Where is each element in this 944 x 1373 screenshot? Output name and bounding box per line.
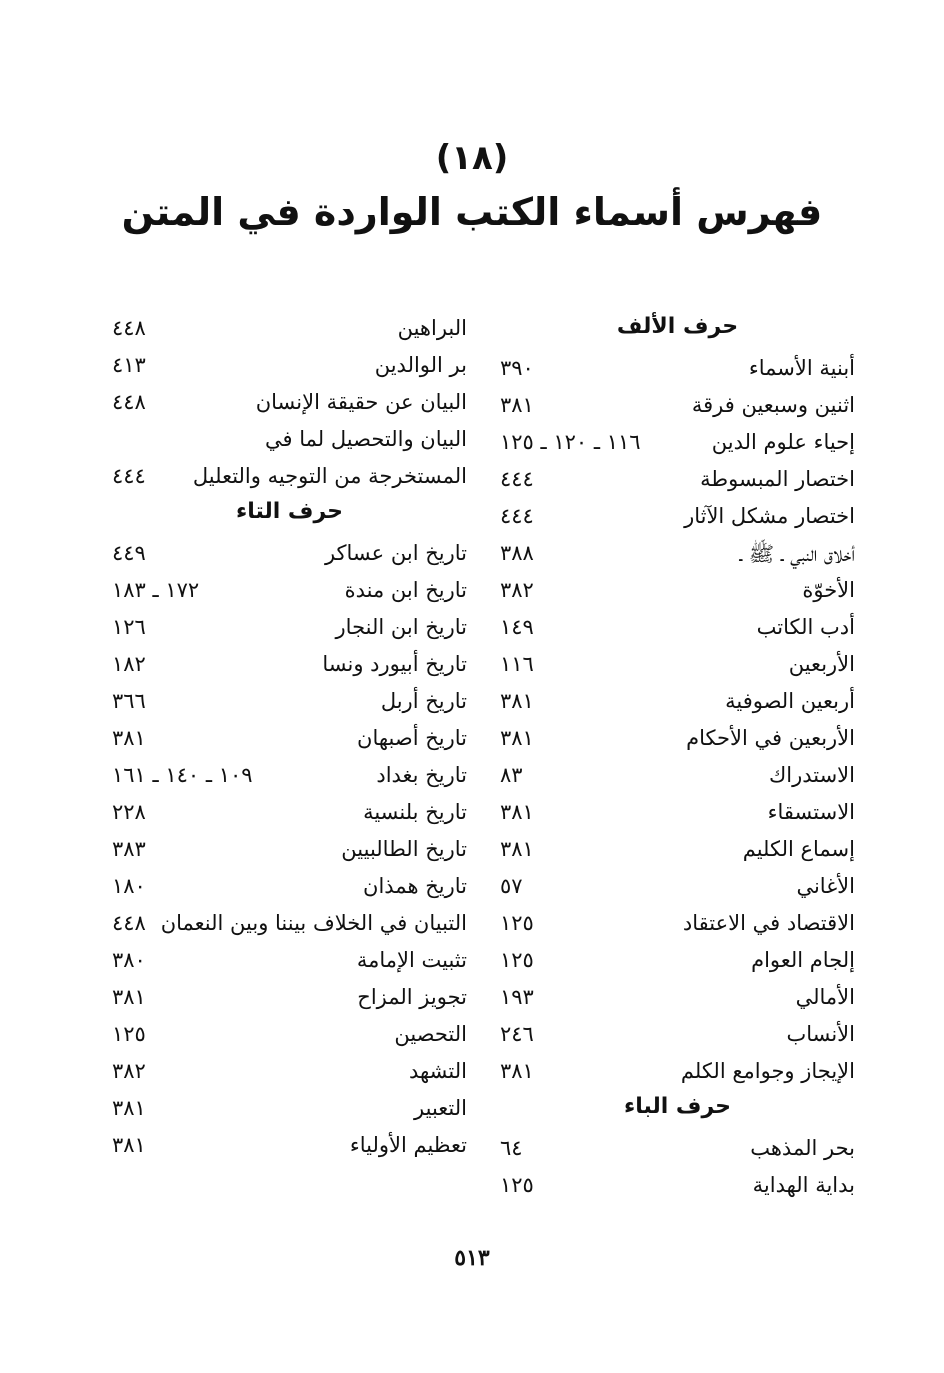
index-entry bbox=[500, 648, 855, 685]
right-column bbox=[500, 312, 855, 1206]
index-entry bbox=[112, 1055, 467, 1092]
book-title: تثبيت الإمامة bbox=[356, 948, 467, 972]
page-references: ٨٣ bbox=[500, 763, 523, 787]
book-title: بحر المذهب bbox=[750, 1136, 855, 1160]
letter-heading: حرف التاء bbox=[235, 499, 344, 524]
page-references: ١٩٣ bbox=[500, 985, 534, 1009]
index-entry bbox=[500, 1132, 855, 1169]
page-references: ٣٨٢ bbox=[112, 1059, 146, 1083]
book-title: تاريخ ابن عساكر bbox=[324, 541, 467, 565]
book-title: تاريخ ابن مندة bbox=[344, 578, 467, 602]
page-references: ٣٨٢ bbox=[500, 578, 534, 602]
book-title: إحياء علوم الدين bbox=[711, 430, 855, 454]
page-references: ٣٨١ bbox=[500, 393, 534, 417]
page-references: ٢٤٦ bbox=[500, 1022, 534, 1046]
page-references: ٣٨١ bbox=[500, 800, 534, 824]
index-entry bbox=[500, 537, 855, 574]
book-title: الأغاني bbox=[796, 874, 855, 898]
index-entry bbox=[112, 796, 467, 833]
index-entry bbox=[112, 1129, 467, 1166]
index-entry bbox=[500, 833, 855, 870]
page-references: ١٢٥ bbox=[112, 1022, 146, 1046]
page-references: ٣٨١ bbox=[500, 1059, 534, 1083]
page-references: ٣٨٨ bbox=[500, 541, 534, 565]
index-entry bbox=[112, 907, 467, 944]
page-references: ٤٤٤ bbox=[500, 467, 534, 491]
index-entry bbox=[112, 833, 467, 870]
page-references: ٤٤٤ bbox=[500, 504, 534, 528]
book-title: الأربعين bbox=[788, 652, 855, 676]
book-title: بداية الهداية bbox=[752, 1173, 855, 1197]
index-entry bbox=[112, 312, 467, 349]
book-title: أربعين الصوفية bbox=[725, 689, 855, 713]
page-references: ١٨٠ bbox=[112, 874, 146, 898]
page-references: ١٨٢ bbox=[112, 652, 146, 676]
page-references: ١٤٩ bbox=[500, 615, 534, 639]
page-references: ٣٦٦ bbox=[112, 689, 146, 713]
book-title: تاريخ همذان bbox=[363, 874, 467, 898]
page-references: ١٠٩ ـ ١٤٠ ـ ١٦١ bbox=[112, 763, 253, 787]
book-title: تجويز المزاح bbox=[357, 985, 467, 1009]
book-title: البراهين bbox=[397, 316, 467, 340]
book-title: أدب الكاتب bbox=[756, 615, 855, 639]
book-title: بر الوالدين bbox=[374, 353, 467, 377]
book-title: الأمالي bbox=[795, 985, 855, 1009]
book-title: اختصار مشكل الآثار bbox=[684, 504, 855, 528]
page-references: ١٢٥ bbox=[500, 1173, 534, 1197]
page-references: ٣٨١ bbox=[112, 726, 146, 750]
page-references: ٤٤٨ bbox=[112, 911, 146, 935]
index-entry bbox=[500, 870, 855, 907]
page-references: ٦٤ bbox=[500, 1136, 523, 1160]
index-entry bbox=[500, 759, 855, 796]
page-references: ٣٨١ bbox=[500, 837, 534, 861]
index-entry bbox=[500, 574, 855, 611]
index-entry bbox=[500, 500, 855, 537]
index-entry bbox=[500, 352, 855, 389]
book-title: التعبير bbox=[414, 1096, 467, 1120]
book-title: اختصار المبسوطة bbox=[700, 467, 855, 491]
index-entry bbox=[112, 1018, 467, 1055]
book-title: أخلاق النبي ـ ﷺ ـ bbox=[739, 542, 855, 566]
book-title: تاريخ أربل bbox=[380, 689, 467, 713]
page-references: ٣٨٠ bbox=[112, 948, 146, 972]
book-title: الأنساب bbox=[786, 1022, 855, 1046]
page-references: ٣٨١ bbox=[500, 689, 534, 713]
book-title: المستخرجة من التوجيه والتعليل bbox=[192, 464, 467, 488]
index-entry bbox=[112, 386, 467, 423]
page-references: ١٢٥ bbox=[500, 911, 534, 935]
index-entry bbox=[500, 1018, 855, 1055]
page-references: ٣٨١ bbox=[112, 985, 146, 1009]
index-entry bbox=[112, 611, 467, 648]
page-references: ٣٨١ bbox=[112, 1133, 146, 1157]
index-entry bbox=[500, 907, 855, 944]
index-entry bbox=[112, 537, 467, 574]
page-number: ٥١٣ bbox=[454, 1245, 490, 1271]
book-title: تاريخ أصبهان bbox=[357, 726, 467, 750]
page-references: ١١٦ ـ ١٢٠ ـ ١٢٥ bbox=[500, 430, 641, 454]
page-references: ٤٤٨ bbox=[112, 316, 146, 340]
book-title: الاستسقاء bbox=[767, 800, 855, 824]
index-entry bbox=[500, 426, 855, 463]
book-title: التبيان في الخلاف بيننا وبين النعمان bbox=[160, 911, 467, 935]
page-references: ٣٨٣ bbox=[112, 837, 146, 861]
index-entry bbox=[500, 981, 855, 1018]
index-entry bbox=[500, 722, 855, 759]
book-title: الاستدراك bbox=[768, 763, 855, 787]
page-references: ٥٧ bbox=[500, 874, 523, 898]
page-references: ١٧٢ ـ ١٨٣ bbox=[112, 578, 200, 602]
chapter-number: (١٨) bbox=[435, 138, 509, 178]
book-title: اثنين وسبعين فرقة bbox=[691, 393, 855, 417]
left-column bbox=[112, 312, 467, 1166]
index-entry bbox=[112, 574, 467, 611]
page-references: ٣٨١ bbox=[500, 726, 534, 750]
book-title: الأربعين في الأحكام bbox=[686, 726, 855, 750]
book-title: أبنية الأسماء bbox=[748, 356, 855, 380]
page-references: ١١٦ bbox=[500, 652, 534, 676]
index-entry bbox=[500, 944, 855, 981]
index-entry bbox=[500, 1055, 855, 1092]
page-references: ٤١٣ bbox=[112, 353, 146, 377]
book-title: إلجام العوام bbox=[751, 948, 855, 972]
book-title: التشهد bbox=[408, 1059, 467, 1083]
page-references: ٤٤٩ bbox=[112, 541, 146, 565]
index-entry bbox=[112, 944, 467, 981]
book-title: تاريخ الطالبيين bbox=[341, 837, 467, 861]
index-entry bbox=[112, 423, 467, 460]
book-title: إسماع الكليم bbox=[742, 837, 855, 861]
page-references: ١٢٥ bbox=[500, 948, 534, 972]
index-entry bbox=[112, 981, 467, 1018]
book-title: تاريخ ابن النجار bbox=[335, 615, 467, 639]
book-title: التحصين bbox=[394, 1022, 467, 1046]
book-title: البيان والتحصيل لما في bbox=[265, 427, 467, 451]
index-entry bbox=[500, 463, 855, 500]
index-entry bbox=[500, 685, 855, 722]
page-references: ٣٨١ bbox=[112, 1096, 146, 1120]
index-entry bbox=[500, 389, 855, 426]
page-references: ١٢٦ bbox=[112, 615, 146, 639]
index-entry bbox=[500, 1169, 855, 1206]
index-entry bbox=[112, 870, 467, 907]
book-title: تاريخ أبيورد ونسا bbox=[322, 652, 467, 676]
letter-heading: حرف الباء bbox=[623, 1094, 732, 1119]
index-entry bbox=[112, 759, 467, 796]
page-references: ٤٤٤ bbox=[112, 464, 146, 488]
book-title: تاريخ بغداد bbox=[376, 763, 467, 787]
index-title: فهرس أسماء الكتب الواردة في المتن bbox=[121, 190, 823, 234]
book-title: البيان عن حقيقة الإنسان bbox=[255, 390, 467, 414]
page-references: ٤٤٨ bbox=[112, 390, 146, 414]
index-entry bbox=[112, 685, 467, 722]
index-entry bbox=[112, 722, 467, 759]
index-entry bbox=[500, 796, 855, 833]
page-references: ٢٢٨ bbox=[112, 800, 146, 824]
book-title: الأخوّة bbox=[802, 578, 855, 602]
index-entry bbox=[112, 648, 467, 685]
letter-heading: حرف الألف bbox=[616, 314, 739, 339]
book-title: تعظيم الأولياء bbox=[349, 1133, 467, 1157]
index-entry bbox=[112, 349, 467, 386]
index-entry bbox=[112, 460, 467, 497]
book-title: تاريخ بلنسية bbox=[363, 800, 467, 824]
page-references: ٣٩٠ bbox=[500, 356, 534, 380]
book-title: الإيجاز وجوامع الكلم bbox=[680, 1059, 855, 1083]
book-title: الاقتصاد في الاعتقاد bbox=[682, 911, 855, 935]
index-entry bbox=[112, 1092, 467, 1129]
index-entry bbox=[500, 611, 855, 648]
